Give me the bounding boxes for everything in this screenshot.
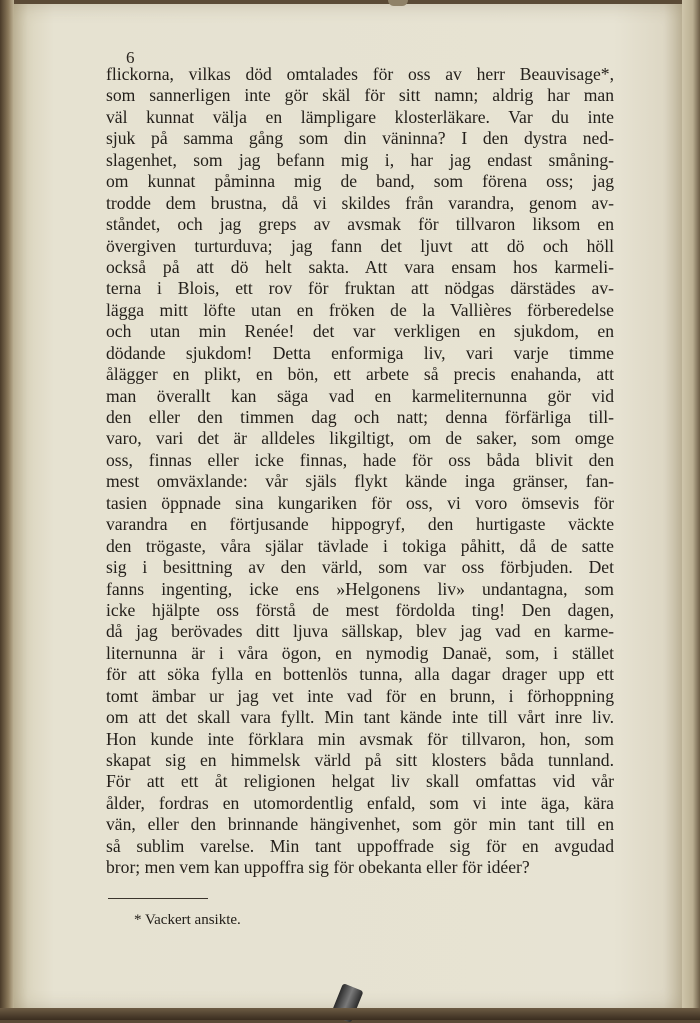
text-line: som sannerligen inte gör skäl för sitt namn; aldrig har man — [106, 85, 614, 106]
text-line: varandra en förtjusande hippogryf, den hurtigaste väckte — [106, 514, 614, 535]
text-line: då jag berövades ditt ljuva sällskap, blev jag vad en karme- — [106, 621, 614, 642]
text-line: tasien öppnade sina kungariken för oss, vi voro ömsevis för — [106, 492, 614, 513]
text-line: och utan min Renée! det var verkligen en sjukdom, en — [106, 321, 614, 342]
book-spine-shadow — [0, 0, 14, 1020]
text-line: mest omväxlande: vår själs flykt kände inga gränser, fan- — [106, 471, 614, 492]
text-line: den trögaste, våra själar tävlade i tokiga påhitt, då de satte — [106, 535, 614, 556]
text-line: För att ett åt religionen helgat liv skall omfattas vid vår — [106, 771, 614, 792]
text-line: ålägger en plikt, en bön, ett arbete så precis enahanda, att — [106, 364, 614, 385]
text-line: bror; men vem kan uppoffra sig för obekanta eller för idéer? — [106, 857, 530, 878]
text-line: den eller den timmen dag och natt; denna förfärliga till- — [106, 407, 614, 427]
text-line: också på att dö helt sakta. Att vara ensam hos karmeli- — [106, 256, 614, 277]
text-line: så sublim varelse. Min tant uppoffrade sig för en avgudad — [106, 835, 614, 856]
text-line: lägga mitt löfte utan en fröken de la Vallières förberedelse — [106, 299, 614, 320]
text-line: övergiven turturduva; jag fann det ljuvt att dö och höll — [106, 235, 614, 256]
footnote-divider — [108, 898, 208, 899]
text-line: sig i besittning av den värld, som var oss förbjuden. Det — [106, 557, 614, 578]
footnote: * Vackert ansikte. — [134, 912, 241, 928]
text-line: sjuk på samma gång som din väninna? I den dystra ned- — [106, 128, 614, 149]
text-line: om att det skall vara fyllt. Min tant kände inte till vårt inre liv. — [106, 707, 614, 728]
text-line: ålder, fordras en utomordentlig enfald, som vi inte äga, kära — [106, 792, 614, 813]
text-line: oss, finnas eller icke finnas, hade för oss båda blivit den — [106, 449, 614, 470]
text-line: skapat sig en himmelsk värld på sitt klosters båda tunnland. — [106, 750, 614, 770]
text-line: Hon kunde inte förklara min avsmak för tillvaron, hon, som — [106, 728, 614, 749]
text-line: tomt ämbar ur jag vet inte vad för en brunn, i förhoppning — [106, 685, 614, 706]
text-line: liternunna är i våra ögon, en nymodig Danaë, som, i stället — [106, 642, 614, 663]
text-line: flickorna, vilkas död omtalades för oss av herr Beauvisage*, — [106, 64, 614, 84]
text-line: vän, eller den brinnande hängivenhet, som gör min tant till en — [106, 814, 614, 835]
page-bottom-edge — [0, 1008, 700, 1020]
page-edge — [682, 0, 700, 1020]
text-line: varo, vari det är alldeles likgiltigt, om de saker, som omge — [106, 428, 614, 449]
text-line: trodde dem brustna, då vi skildes från varandra, genom av- — [106, 192, 614, 213]
page-number: 6 — [126, 48, 135, 67]
text-line: för att söka fylla en bottenlös tunna, alla dagar drager upp ett — [106, 664, 614, 685]
text-line: icke hjälpte oss förstå de mest fördolda ting! Den dagen, — [106, 599, 614, 620]
page-notch — [388, 0, 408, 6]
text-line: terna i Blois, ett rov för fruktan att nödgas därstädes av- — [106, 278, 614, 299]
text-line: väl kunnat välja en lämpligare klosterläkare. Var du inte — [106, 106, 614, 127]
text-line: man överallt kan säga vad en karmeliternunna gör vid — [106, 385, 614, 406]
text-line: slagenhet, som jag befann mig i, har jag endast småning- — [106, 149, 614, 170]
text-line: dödande sjukdom! Detta enformiga liv, vari varje timme — [106, 342, 614, 363]
text-line: om kunnat påminna mig de band, som förena oss; jag — [106, 171, 614, 192]
body-text — [106, 64, 614, 879]
text-line: fanns ingenting, icke ens »Helgonens liv» undantagna, som — [106, 578, 614, 599]
text-line: ståndet, och jag greps av avsmak för tillvaron liksom en — [106, 214, 614, 235]
